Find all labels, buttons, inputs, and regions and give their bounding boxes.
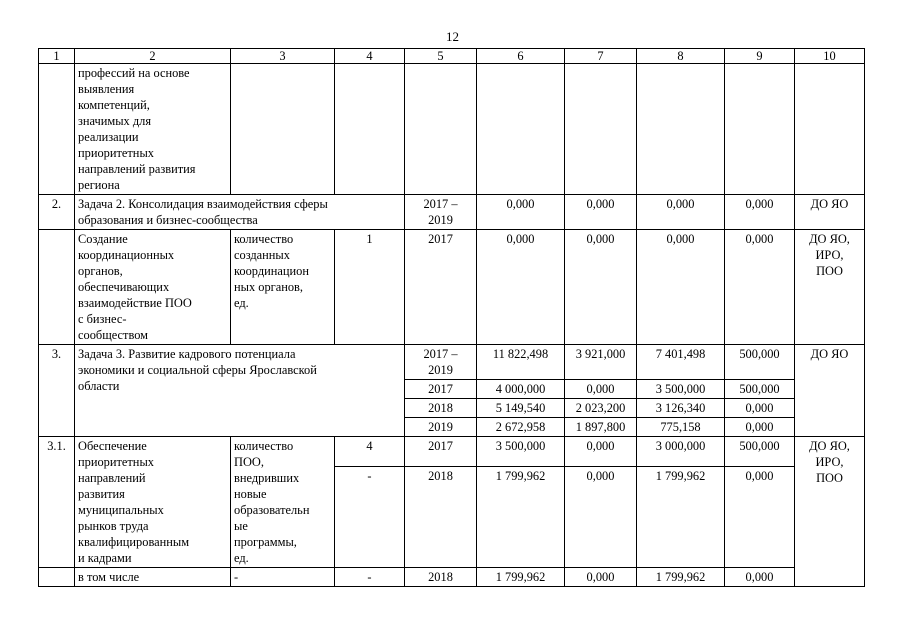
task-2-measure-row: [39, 230, 865, 345]
other-cell: 500,000: [725, 437, 795, 467]
year-cell: 2018: [405, 399, 477, 418]
federal-cell: 0,000: [565, 467, 637, 568]
task-3-title: Задача 3. Развитие кадрового потенциала экономики и социальной сферы Ярославской области: [75, 345, 405, 437]
row-number: 2.: [39, 195, 75, 230]
executor-cell: ДО ЯО: [795, 195, 865, 230]
regional-cell: 0,000: [637, 195, 725, 230]
year-cell: 2017: [405, 437, 477, 467]
total-cell: 0,000: [477, 230, 565, 345]
regional-cell: 7 401,498: [637, 345, 725, 380]
total-cell: 1 799,962: [477, 568, 565, 587]
indicator-cell: количество ПОО, внедривших новые образовательн ые программы, ед.: [231, 437, 335, 568]
other-cell: 0,000: [725, 568, 795, 587]
federal-cell: 1 897,800: [565, 418, 637, 437]
executor-cell: ДО ЯО: [795, 345, 865, 437]
regional-cell: 1 799,962: [637, 568, 725, 587]
other-cell: 500,000: [725, 380, 795, 399]
program-table: [38, 48, 865, 587]
continued-row: [39, 64, 865, 195]
regional-cell: 3 126,340: [637, 399, 725, 418]
row-number: 3.1.: [39, 437, 75, 568]
col-header: 2: [75, 49, 231, 64]
total-cell: 3 500,000: [477, 437, 565, 467]
indicator-cell: количество созданных координацион ных органов, ед.: [231, 230, 335, 345]
other-cell: 500,000: [725, 345, 795, 380]
total-cell: 4 000,000: [477, 380, 565, 399]
indicator-cell: -: [231, 568, 335, 587]
page-number: 12: [446, 29, 459, 44]
task-3-row: [39, 345, 865, 380]
indicator-value-cell: -: [335, 568, 405, 587]
federal-cell: 3 921,000: [565, 345, 637, 380]
executor-cell: ДО ЯО, ИРО, ПОО: [795, 230, 865, 345]
federal-cell: 0,000: [565, 568, 637, 587]
year-cell: 2017: [405, 380, 477, 399]
other-cell: 0,000: [725, 418, 795, 437]
col-header: 8: [637, 49, 725, 64]
period-cell: 2017 – 2019: [405, 195, 477, 230]
total-cell: 5 149,540: [477, 399, 565, 418]
regional-cell: 0,000: [637, 230, 725, 345]
federal-cell: 0,000: [565, 380, 637, 399]
other-cell: 0,000: [725, 195, 795, 230]
other-cell: 0,000: [725, 399, 795, 418]
year-cell: 2018: [405, 568, 477, 587]
other-cell: 0,000: [725, 230, 795, 345]
row-number: 3.: [39, 345, 75, 437]
including-label: в том числе: [75, 568, 231, 587]
col-header: 9: [725, 49, 795, 64]
including-row: [39, 568, 865, 587]
col-header: 4: [335, 49, 405, 64]
indicator-value-cell: 1: [335, 230, 405, 345]
continued-description: профессий на основе выявления компетенций, значимых для реализации приоритетных направлений развития региона: [75, 64, 231, 195]
regional-cell: 1 799,962: [637, 467, 725, 568]
federal-cell: 0,000: [565, 437, 637, 467]
task-2-title: Задача 2. Консолидация взаимодействия сферы образования и бизнес-сообщества: [75, 195, 405, 230]
total-cell: 1 799,962: [477, 467, 565, 568]
federal-cell: 0,000: [565, 195, 637, 230]
task-2-row: [39, 195, 865, 230]
total-cell: 11 822,498: [477, 345, 565, 380]
federal-cell: 2 023,200: [565, 399, 637, 418]
other-cell: 0,000: [725, 467, 795, 568]
federal-cell: 0,000: [565, 230, 637, 345]
col-header: 3: [231, 49, 335, 64]
indicator-value-cell: -: [335, 467, 405, 568]
regional-cell: 775,158: [637, 418, 725, 437]
measure-description: Обеспечение приоритетных направлений развития муниципальных рынков труда квалифицированным и кадрами: [75, 437, 231, 568]
col-header: 1: [39, 49, 75, 64]
col-header: 7: [565, 49, 637, 64]
measure-3-1-row: [39, 437, 865, 467]
regional-cell: 3 000,000: [637, 437, 725, 467]
col-header: 10: [795, 49, 865, 64]
measure-description: Создание координационных органов, обеспечивающих взаимодействие ПОО с бизнес- сообществом: [75, 230, 231, 345]
year-cell: 2018: [405, 467, 477, 568]
regional-cell: 3 500,000: [637, 380, 725, 399]
year-cell: 2019: [405, 418, 477, 437]
column-number-row: [39, 49, 865, 64]
indicator-value-cell: 4: [335, 437, 405, 467]
executor-cell: ДО ЯО, ИРО, ПОО: [795, 437, 865, 587]
period-cell: 2017 – 2019: [405, 345, 477, 380]
year-cell: 2017: [405, 230, 477, 345]
total-cell: 2 672,958: [477, 418, 565, 437]
col-header: 5: [405, 49, 477, 64]
total-cell: 0,000: [477, 195, 565, 230]
col-header: 6: [477, 49, 565, 64]
